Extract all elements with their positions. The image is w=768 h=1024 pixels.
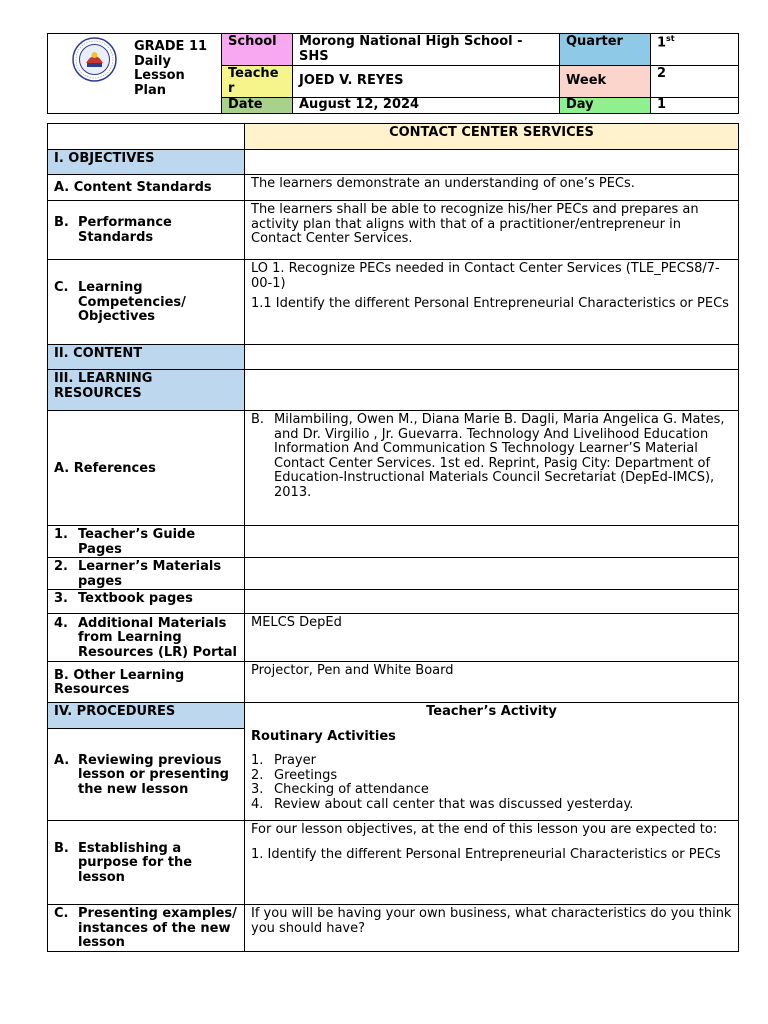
date-label: Date [222, 98, 293, 114]
week-value: 2 [651, 66, 739, 98]
quarter-label: Quarter [560, 34, 651, 66]
subject-title: CONTACT CENTER SERVICES [245, 124, 739, 150]
lesson-plan-table [47, 123, 739, 952]
learning-resources-value [245, 370, 739, 411]
school-label: School [222, 34, 293, 66]
performance-standards-value: The learners shall be able to recognize his/her PECs and prepares an activity plan that aligns with that of a practitioner/entrepreneur in Contact Center Services. [245, 201, 739, 260]
additional-materials-value: MELCS DepEd [245, 614, 739, 662]
header-table [47, 33, 739, 114]
list-item: 2. Greetings [251, 767, 338, 783]
routine-list [251, 754, 732, 812]
references-value: B. Milambiling, Owen M., Diana Marie B. Dagli, Maria Angelica G. Mates, and Dr. Virgilio , Jr. Guevarra. Technology And Livelihood Education Information And Communication S Technology Learner’S Material Contact Center Services. 1st ed. Reprint, Pasig City: Department of Education-Instructional Materials Council Secretariat (DepEd-IMCS), 2013. [245, 411, 739, 526]
content-heading: II. CONTENT [48, 345, 245, 370]
date-value: August 12, 2024 [293, 98, 560, 114]
learning-competencies-label: C. Learning Competencies/ Objectives [48, 260, 245, 345]
content-value [245, 345, 739, 370]
learners-materials-label: 2. Learner’s Materials pages [48, 558, 245, 590]
review-value [245, 703, 739, 821]
objectives-heading: I. OBJECTIVES [48, 150, 245, 175]
teacher-label: Teache r [222, 66, 293, 98]
examples-label: C. Presenting examples/ instances of the new lesson [48, 905, 245, 952]
week-label: Week [560, 66, 651, 98]
additional-materials-label: 4. Additional Materials from Learning Resources (LR) Portal [48, 614, 245, 662]
content-standards-value: The learners demonstrate an understanding of one’s PECs. [245, 175, 739, 201]
teachers-guide-label: 1. Teacher’s Guide Pages [48, 526, 245, 558]
list-item: 3. Checking of attendance [251, 782, 429, 798]
examples-value: If you will be having your own business, what characteristics do you think you should have? [245, 905, 739, 952]
purpose-label: B. Establishing a purpose for the lesson [48, 821, 245, 905]
other-resources-label: B. Other Learning Resources [48, 662, 245, 703]
content-standards-label: A. Content Standards [48, 175, 245, 201]
list-item: 4. Review about call center that was discussed yesterday. [251, 796, 634, 812]
learners-materials-value [245, 558, 739, 590]
other-resources-value: Projector, Pen and White Board [245, 662, 739, 703]
procedures-heading: IV. PROCEDURES [48, 703, 245, 729]
day-value: 1 [651, 98, 739, 114]
deped-seal-icon [72, 37, 117, 82]
textbook-pages-value [245, 590, 739, 614]
reviewing-label: A. Reviewing previous lesson or presenting the new lesson [48, 729, 245, 821]
quarter-value: 1st [651, 34, 739, 66]
textbook-pages-label: 3. Textbook pages [48, 590, 245, 614]
grade-title: GRADE 11 Daily Lesson Plan [134, 39, 208, 98]
routinary-heading: Routinary Activities [251, 728, 396, 744]
day-label: Day [560, 98, 651, 114]
learning-resources-heading: III. LEARNING RESOURCES [48, 370, 245, 411]
teachers-guide-value [245, 526, 739, 558]
performance-standards-label: B. Performance Standards [48, 201, 245, 260]
logo-cell [48, 34, 222, 114]
objectives-value [245, 150, 739, 175]
purpose-value: For our lesson objectives, at the end of this lesson you are expected to: 1. Identify the different Personal Entrepreneurial Characteristics or PECs [245, 821, 739, 905]
list-item: 1. Prayer [251, 753, 316, 769]
blank-cell [48, 124, 245, 150]
teacher-value: JOED V. REYES [293, 66, 560, 98]
learning-competencies-value: LO 1. Recognize PECs needed in Contact Center Services (TLE_PECS8/7-00-1) 1.1 Identify the different Personal Entrepreneurial Characteristics or PECs [245, 260, 739, 345]
teachers-activity-heading: Teacher’s Activity [426, 704, 557, 720]
school-value: Morong National High School - SHS [293, 34, 560, 66]
references-label: A. References [48, 411, 245, 526]
